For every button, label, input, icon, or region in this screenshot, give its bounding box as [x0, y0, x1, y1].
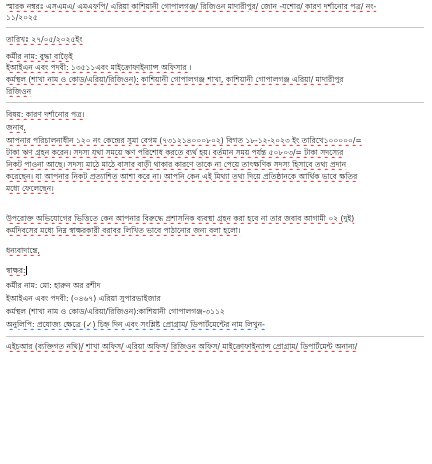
memo-reference [6, 2, 424, 12]
signatory-id: ইআইএন এবং পদবী: (০৪৬৭) এরিয়া সুপারভাইজার [6, 294, 161, 303]
section-divider [6, 102, 424, 103]
body-paragraph-1-line-1: আপনার পরিচালনাধীন ১২০ নং কেন্দ্রের সুমা বেগম (৭৩১২১৪০০০৮০২) বিগত ১৮-১২-২০২৩ ইং তারিখে১০০০০০/= [6, 136, 362, 145]
copy-recipients: এইচআর (ব্যক্তিগত নথি)/ শাখা অফিস/ এরিয়া অফিস/ রিজিওন অফিস/ মাইক্রোফাইন্যান্স প্রোগ্রাম/ ডিপার্টমেন্ট অনান্য/ [6, 342, 358, 351]
recipient-name: কর্মীর নাম: বুদ্ধা বাড়ৈই [6, 52, 73, 61]
body-paragraph-1-line-2: টাকা ঋণ গ্রহন করেন। সদস্য যথা সময়ে ঋণ পরিশোধ করতে ব্যর্থ হয়। বর্তমান সময় পর্যন্ত ৫০৮০৩/= টাকা সদস্যের [6, 148, 344, 157]
recipient-id: ইআইএন এবং পদবী: ১৩৫১১এবং মাইক্রোফাইন্যান্স অফিসার । [6, 63, 192, 72]
closing: ধন্যবাদান্তে, [6, 246, 40, 255]
body-paragraph-1-line-5: মধ্যে ফেলেছেন। [6, 184, 54, 193]
memo-reference-cont [6, 13, 424, 23]
salutation: জনাব, [6, 123, 26, 132]
subject: বিষয়: কারণ দর্শানোর পত্র। [6, 110, 85, 119]
memo-reference-line-2: ১১/২০২৫ [6, 13, 38, 22]
signature-label: স্বাক্ষর: [6, 266, 26, 275]
body-paragraph-2-line-2: কর্মদিবসের মধ্যে নিম্ন স্বাক্ষরকারী বরাবর লিখিত ভাবে পাঠানোর জন্য বলা হলো। [6, 226, 241, 235]
body-paragraph-1-line-4: করেছেন। যা আপনার নিকট প্রত্যাশিত আশা করে না। আপনি কেন এই মিথ্যা তথ্য দিয়ে প্রতিষ্ঠানকে আর্থিক ভাবে ক্ষতির [6, 172, 358, 181]
signatory-name: কর্মীর নাম: মো: হারুন অর রশীদ [6, 281, 101, 290]
header-divider [6, 27, 424, 28]
memo-reference-line-1: স্মারক নম্বরঃ এসএমএ/ এমএফপি/ এরিয়া কাশিয়ানী গোপালগঞ্জ/ রিজিওন মাদারীপুর/ জোন -যশোর/ কারণ দর্শানোর পত্র/ নং- [6, 2, 377, 11]
text-cursor [26, 266, 27, 275]
signatory-office: কর্মস্থল (শাখা নাম ও কোড/এরিয়া/রিজিওন):কাশিয়ানী গোপালগঞ্জ-৩১১২ [6, 307, 225, 316]
body-paragraph-2-line-1: উপরোক্ত অভিযোগের ভিত্তিতে কেন আপনার বিরুদ্ধে প্রশাসনিক ব্যবস্থা গ্রহন করা হবে না তার জবাব আগামী ০২ (দুই) [6, 214, 355, 223]
recipient-office-cont: রিজিওন [6, 87, 32, 96]
recipient-office: কর্মস্থল (শাখা নাম ও কোড/এরিয়া/রিজিওন): কাশিয়ানী গোপালগঞ্জ শাখা, কাশিয়ানী গোপালগঞ্জ এরিয়া/ মাদারীপুর [6, 75, 344, 84]
footer-divider [6, 336, 424, 337]
date: তারিখঃ ২৭/০৫/২০২৫ইং [6, 35, 83, 44]
copy-instruction: অনুলিপি: প্রযোজ্য ক্ষেত্রে (✓) চিহ্ন দিন এবং সংশ্লিষ্ট প্রোগ্রাম/ ডিপার্টমেন্টের নাম লিখুন- [6, 320, 265, 329]
body-paragraph-1-line-3: নিকট পাওনা আছে। সদস্য মাঠে মাঠে বাসার বাড়ী থাকার কারণে তাকে না পেয়ে তাৎক্ষণিক সদস্য হিসাবে তথ্য প্রদান [6, 160, 347, 169]
